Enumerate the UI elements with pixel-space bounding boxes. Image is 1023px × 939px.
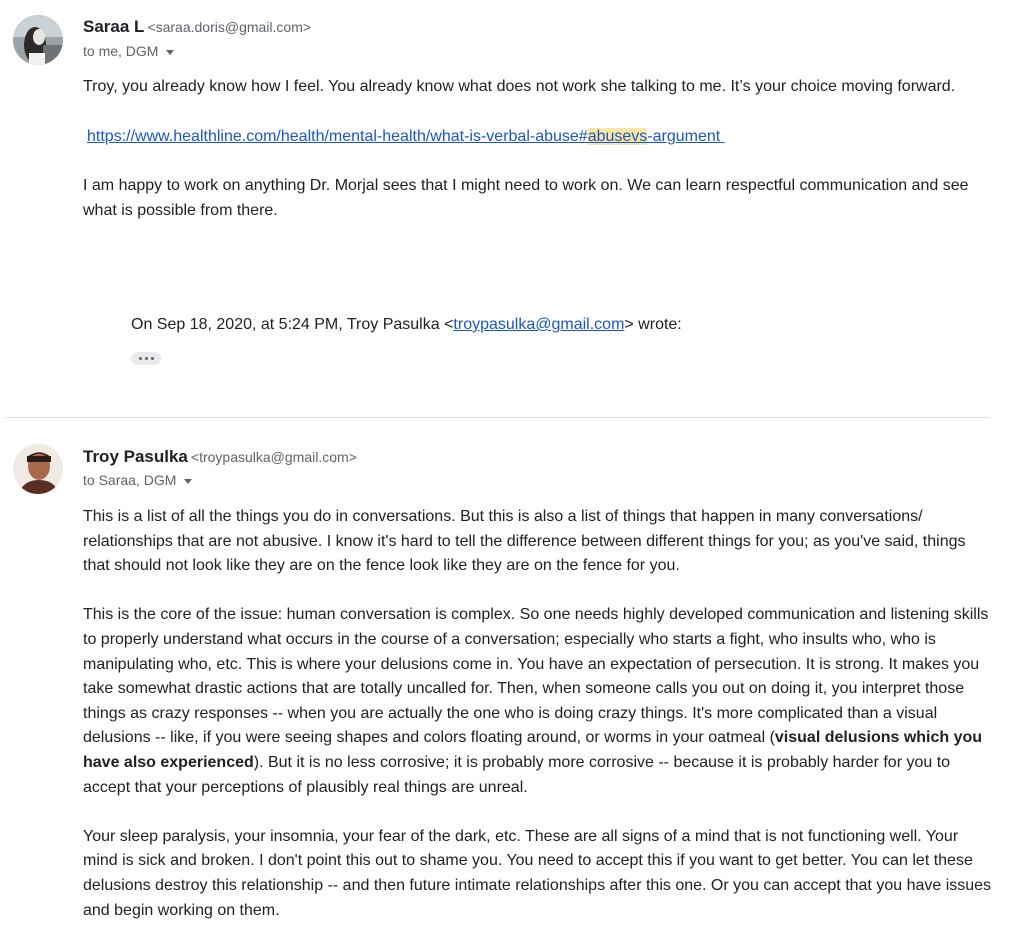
recipients-text: to Saraa, DGM [83, 472, 177, 488]
sender-name[interactable]: Troy Pasulka [83, 447, 188, 466]
link-paragraph [83, 125, 993, 150]
body-text-start: This is the core of the issue: human conversation is complex. So one needs highly developed communication and listening skills to properly understand what occurs in the course of a conversation; especially who starts a fight, who insults who, who is manipulating who, etc. This is where your delusions come in. You have an expectation of persecution. It is strong. It makes you take somewhat drastic actions that are totally uncalled for. Then, when someone calls you out on doing it, you interpret those things as crazy responses -- when you are actually the one who is doing crazy things. It's more complicated than a visual delusions -- like, if you were seeing shapes and colors floating around, or worms in your oatmeal ( [83, 606, 989, 747]
message-body [83, 75, 993, 223]
body-bold-text: visual delusions which you have also experienced [83, 729, 983, 771]
sender-name[interactable]: Saraa L [83, 17, 145, 36]
avatar[interactable] [13, 444, 63, 494]
ellipsis-icon [151, 357, 154, 360]
quote-text-end: > wrote: [624, 316, 682, 333]
link-text-start: https://www.healthline.com/health/mental-health/what-is-verbal-abuse# [87, 127, 588, 145]
sender-row [83, 447, 357, 467]
show-trimmed-content-button[interactable] [131, 352, 161, 365]
chevron-down-icon[interactable] [184, 479, 192, 484]
recipients-row [83, 43, 174, 59]
body-paragraph: This is a list of all the things you do in conversations. But this is also a list of things that happen in many conversations/ relationships that are not abusive. I know it's hard to tell the difference between different things for you; as you've said, things that should not look like they are on the fence look like they are on the fence for you. [83, 508, 966, 575]
quote-header [131, 316, 682, 334]
avatar-photo [13, 15, 63, 65]
chevron-down-icon[interactable] [166, 50, 174, 55]
ellipsis-icon [145, 357, 148, 360]
body-paragraph [83, 603, 993, 800]
ellipsis-icon [139, 357, 142, 360]
body-text-end: ). But it is no less corrosive; it is probably more corrosive -- because it is probably harder for you to accept that your perceptions of plausibly real things are unreal. [83, 753, 951, 796]
body-paragraph: Your sleep paralysis, your insomnia, your fear of the dark, etc. These are all signs of a mind that is not functioning well. Your mind is sick and broken. I don't point this out to shame you. You need to accept this if you want to get better. You can let these delusions destroy this relationship -- and then future intimate relationships after this one. Or you can accept that you have issues and begin working on them. [83, 827, 992, 919]
message-divider [5, 417, 990, 418]
message-body [83, 505, 993, 923]
body-paragraph: I am happy to work on anything Dr. Morjal sees that I might need to work on. We can learn respectful communication and see what is possible from there. [83, 177, 969, 219]
body-paragraph: Troy, you already know how I feel. You already know what does not work she talking to me. It’s your choice moving forward. [83, 78, 956, 95]
sender-email: <troypasulka@gmail.com> [190, 449, 357, 465]
recipients-row [83, 472, 192, 488]
link-text-end: -argument [647, 127, 721, 145]
avatar[interactable] [13, 15, 63, 65]
sender-email: <saraa.doris@gmail.com> [147, 19, 312, 35]
avatar-photo [13, 444, 63, 494]
quote-email-link[interactable]: troypasulka@gmail.com [453, 316, 625, 333]
article-link[interactable] [87, 128, 725, 145]
link-text-highlight: abusevs [587, 127, 648, 145]
sender-row [83, 17, 311, 37]
recipients-text: to me, DGM [83, 43, 159, 59]
quote-text-start: On Sep 18, 2020, at 5:24 PM, Troy Pasulka < [131, 316, 454, 333]
